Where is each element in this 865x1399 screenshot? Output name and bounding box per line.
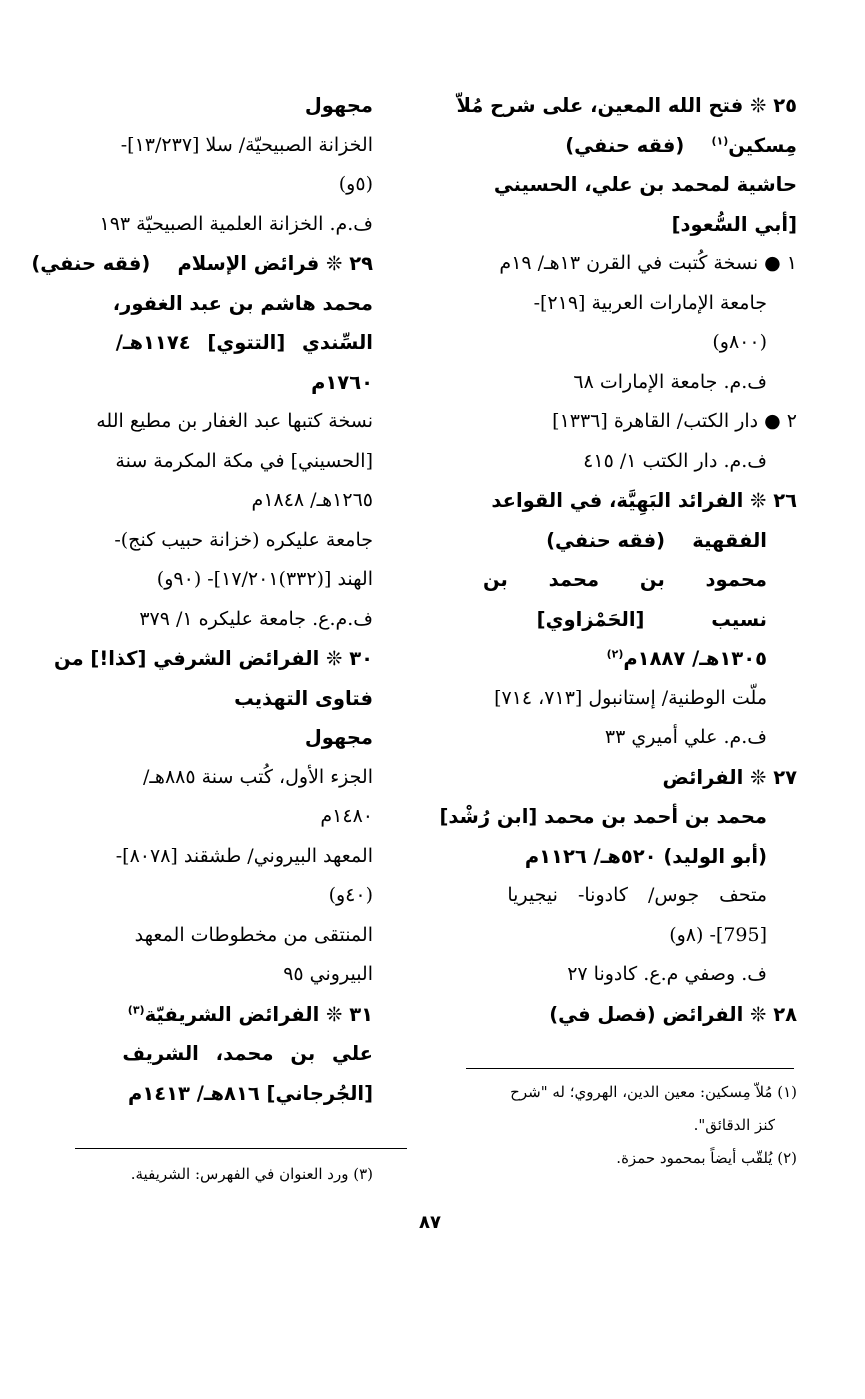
copy-line: متحف جوس/ كادونا- نيجيريا bbox=[507, 884, 767, 906]
footnote-3: (٣) ورد العنوان في الفهرس: الشريفية. bbox=[130, 1165, 373, 1183]
copy-line: ف.م. جامعة الإمارات ٦٨ bbox=[573, 370, 767, 393]
copy-line: (٨٠٠و) bbox=[712, 331, 767, 353]
entry-25-title: ٢٥ ❊ فتح الله المعين، على شرح مُلاّ bbox=[456, 94, 797, 117]
copy-line: ف.م. علي أميري ٣٣ bbox=[604, 726, 767, 748]
footnote-divider-right bbox=[466, 1068, 794, 1069]
footnote-ref: (٣) bbox=[127, 1003, 145, 1016]
copy-line: ١ ● نسخة كُتبت في القرن ١٣هـ/ ١٩م bbox=[499, 252, 797, 274]
footnote-2: (٢) يُلقّب أيضاً بمحمود حمزة. bbox=[616, 1149, 797, 1167]
entry-29-author-cont: السِّندي [التتوي] ١١٧٤هـ/ bbox=[115, 331, 373, 354]
entry-28-author: مجهول bbox=[304, 94, 373, 117]
entry-30-title: ٣٠ ❊ الفرائض الشرفي [كذا!] من bbox=[54, 647, 373, 670]
copy-line: ملّت الوطنية/ إستانبول [٧١٣، ٧١٤] bbox=[494, 686, 767, 709]
copy-line: ف.م. دار الكتب ١/ ٤١٥ bbox=[583, 449, 767, 472]
footnote-ref: (٢) bbox=[606, 647, 624, 661]
entry-27-author: محمد بن أحمد بن محمد [ابن رُشْد] bbox=[439, 805, 767, 828]
entry-31-author-cont: [الجُرجاني] ٨١٦هـ/ ١٤١٣م bbox=[128, 1081, 373, 1105]
entry-25-author-cont: [أبي السُّعود] bbox=[671, 212, 797, 236]
entry-30-author: مجهول bbox=[304, 726, 373, 749]
entry-29-author: محمد هاشم بن عبد الغفور، bbox=[112, 291, 373, 315]
copy-line: نسخة كتبها عبد الغفار بن مطيع الله bbox=[96, 410, 373, 432]
copy-line: الهند [(٣٣٢)١٧/٢٠١]- (٩٠و) bbox=[156, 568, 373, 590]
entry-26-author: محمود بن محمد بن bbox=[482, 568, 767, 591]
entry-27-date: (أبو الوليد) ٥٢٠هـ/ ١١٢٦م bbox=[524, 844, 767, 868]
footnotes-left bbox=[53, 1158, 373, 1191]
copy-line: الجزء الأول، كُتب سنة ٨٨٥هـ/ bbox=[142, 765, 373, 788]
copy-line: جامعة عليكره (خزانة حبيب كنج)- bbox=[114, 528, 373, 551]
copy-line: ١٢٦٥هـ/ ١٨٤٨م bbox=[251, 489, 373, 511]
copy-line: ١٤٨٠م bbox=[320, 805, 373, 827]
copy-line: ٢ ● دار الكتب/ القاهرة [١٣٣٦] bbox=[552, 410, 797, 432]
copy-line: المنتقى من مخطوطات المعهد bbox=[134, 923, 373, 946]
copy-line: جامعة الإمارات العربية [٢١٩]- bbox=[533, 291, 767, 314]
copy-line: ف.م.ع. جامعة عليكره ١/ ٣٧٩ bbox=[139, 607, 373, 630]
footnote-1: (١) مُلاّ مِسكين: معين الدين، الهروي؛ له "شرح bbox=[510, 1083, 797, 1101]
entry-29-title: ٢٩ ❊ فرائض الإسلام (فقه حنفي) bbox=[31, 252, 373, 275]
footnote-divider-left bbox=[75, 1148, 407, 1149]
page-number: ٨٧ bbox=[419, 1212, 441, 1233]
footnote-1-cont: كنز الدقائق". bbox=[693, 1116, 775, 1134]
copy-line: [795]- (٨و) bbox=[669, 923, 767, 946]
entry-26-author-cont: نسيب [الحَمْزاوي] bbox=[536, 607, 767, 631]
copy-line: المعهد البيروني/ طشقند [٨٠٧٨]- bbox=[115, 844, 373, 867]
entry-29-date: ١٧٦٠م bbox=[311, 370, 373, 394]
copy-line: البيروني ٩٥ bbox=[283, 963, 373, 985]
left-column bbox=[31, 86, 373, 1113]
copy-line: الخزانة الصبيحيّة/ سلا [١٣/٢٣٧]- bbox=[120, 133, 373, 156]
copy-line: ف.م. الخزانة العلمية الصبيحيّة ١٩٣ bbox=[99, 212, 373, 235]
entry-27-title: ٢٧ ❊ الفرائض bbox=[662, 765, 797, 789]
entry-28-title: ٢٨ ❊ الفرائض (فصل في) bbox=[549, 1002, 797, 1026]
entry-26-date: ١٣٠٥هـ/ ١٨٨٧م$^{(٢)}$ bbox=[606, 647, 767, 670]
copy-line: ف. وصفي م.ع. كادونا ٢٧ bbox=[567, 963, 767, 985]
entry-31-author: علي بن محمد، الشريف bbox=[122, 1042, 373, 1065]
copy-line: [الحسيني] في مكة المكرمة سنة bbox=[115, 449, 373, 472]
entry-25-title-cont: مِسكين$^{(١)}$ (فقه حنفي) bbox=[565, 133, 797, 157]
entry-30-title-cont: فتاوى التهذيب bbox=[234, 686, 373, 710]
copy-line: (٤٠و) bbox=[328, 884, 373, 906]
entry-25-author: حاشية لمحمد بن علي، الحسيني bbox=[493, 173, 797, 196]
right-column bbox=[439, 86, 797, 1034]
footnotes-right bbox=[457, 1076, 797, 1175]
entry-26-title: ٢٦ ❊ الفرائد البَهِيَّة، في القواعد bbox=[491, 489, 797, 512]
copy-line: (٥و) bbox=[338, 173, 373, 195]
entry-31-title: ٣١ ❊ الفرائض الشريفيّة$^{(٣)}$ bbox=[127, 1002, 373, 1026]
entry-26-title-cont: الفقهية (فقه حنفي) bbox=[546, 528, 767, 552]
footnote-ref: (١) bbox=[711, 134, 729, 147]
